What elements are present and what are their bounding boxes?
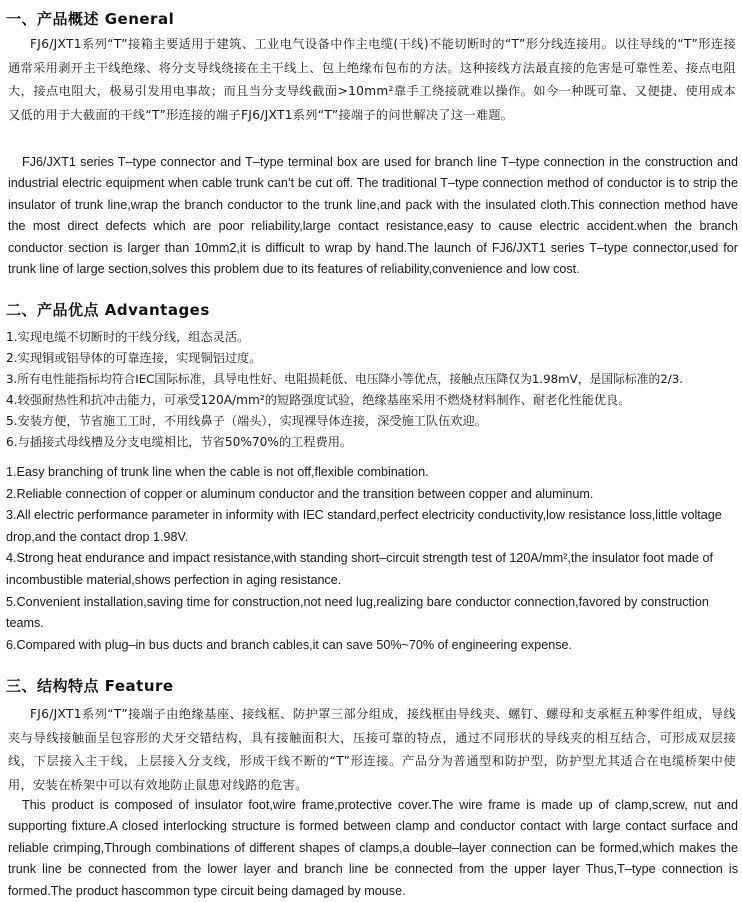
list-item: 1.实现电缆不切断时的干线分线，组态灵活。 bbox=[6, 330, 250, 344]
feature-cn-paragraph: FJ6/JXT1系列“T”接端子由绝缘基座、接线框、防护罩三部分组成，接线框由导线夹、螺钉、螺母和支承框五种零件组成，导线夹与导线接触面呈包容形的犬牙交错结构，具有接触面积大，压接可靠的特点，通过不同形状的导线夹的相互结合，可形成双层接线，下层接入主干线，上层接入分支线，形成干线不断的“T”形连接。产品分为普通型和防护型，防护型尤其适合在电缆桥架中使用，安装在桥架中可以有效地防止鼠患对线路的危害。 bbox=[8, 707, 736, 792]
advantages-cn-list bbox=[6, 327, 738, 453]
list-item: 6.Compared with plug–in bus ducts and branch cables,it can save 50%~70% of engineering expense. bbox=[6, 637, 573, 652]
list-item: 4.Strong heat endurance and impact resistance,with standing short–circuit strength test of 120A/mm²,the insulator foot made of incombustible material,shows perfection in aging resistance. bbox=[6, 551, 714, 587]
list-item: 6.与插接式母线槽及分支电缆相比，节省50%70%的工程费用。 bbox=[6, 435, 353, 449]
section-heading-advantages: 二、产品优点 Advantages bbox=[6, 301, 210, 319]
list-item: 5.安装方便，节省施工工时，不用线鼻子（端头），实现裸导体连接，深受施工队伍欢迎。 bbox=[6, 414, 487, 428]
feature-en-paragraph: This product is composed of insulator foot,wire frame,protective cover.The wire frame is made up of clamp,screw, nut and supporting fixture.A closed interlocking structure is formed between clamp and conductor contact with large contact surface and reliable crimping,Through combinations of different shapes of clamps,a double–layer connection can be formed,which makes the trunk line be connected from the lower layer and branch line be connected from the upper layer Thus,T–type connection is formed.The product hascommon type circuit being damaged by mouse. bbox=[8, 798, 738, 898]
list-item: 5.Convenient installation,saving time for construction,not need lug,realizing bare conductor connection,favored by construction teams. bbox=[6, 594, 709, 631]
section-heading-overview: 一、产品概述 General bbox=[6, 10, 175, 28]
overview-cn-paragraph: FJ6/JXT1系列“T”接箱主要适用于建筑、工业电气设备中作主电缆(干线)不能切断时的“T”形分线连接用。以往导线的“T”形连接通常采用剥开主干线绝缘、将分支导线绕接在主干线上、包上绝缘布包布的方法。这种接线方法最直接的危害是可靠性差、接点电阻大，接点电阻大，极易引发用电事故；而且当分支导线截面>10mm²靠手工绕接就难以操作。如今一种既可靠、又便捷、使用成本又低的用于大截面的干线“T”形连接的端子FJ6/JXT1系列“T”接端子的问世解决了这一难题。 bbox=[8, 37, 736, 122]
list-item: 4.较强耐热性和抗冲击能力，可承受120A/mm²的短路强度试验，绝缘基座采用不燃烧材料制作、耐老化性能优良。 bbox=[6, 393, 631, 407]
list-item: 1.Easy branching of trunk line when the cable is not off,flexible combination. bbox=[6, 465, 429, 479]
section-heading-feature: 三、结构特点 Feature bbox=[6, 677, 174, 695]
list-item: 2.Reliable connection of copper or aluminum conductor and the transition between copper and aluminum. bbox=[6, 486, 594, 501]
list-item: 3.All electric performance parameter in informity with IEC standard,perfect electricity conductivity,low resistance loss,little voltage drop,and the contact drop 1.98V. bbox=[6, 508, 722, 544]
list-item: 3.所有电性能指标均符合IEC国际标准，具导电性好、电阻损耗低、电压降小等优点，接触点压降仅为1.98mV，是国际标准的2/3. bbox=[6, 372, 684, 386]
overview-en-paragraph: FJ6/JXT1 series T–type connector and T–type terminal box are used for branch line T–type connection in the construction and industrial electric equipment when cable trunk can’t be cut off. The traditional T–type connection method of conductor is to strip the insulator of trunk line,wrap the branch conductor to the trunk line,and pack with the insulated cloth.This connection method have the most direct defects which are poor reliability,large contact resistance,easy to cause electric accident.when the branch conductor section is larger than 10mm2,it is difficult to wrap by hand.The launch of FJ6/JXT1 series T–type connector,used for trunk line of large section,solves this problem due to its features of reliability,convenience and low cost. bbox=[8, 155, 738, 277]
list-item: 2.实现铜或铝导体的可靠连接，实现铜铝过度。 bbox=[6, 351, 262, 365]
advantages-en-list bbox=[6, 462, 738, 656]
